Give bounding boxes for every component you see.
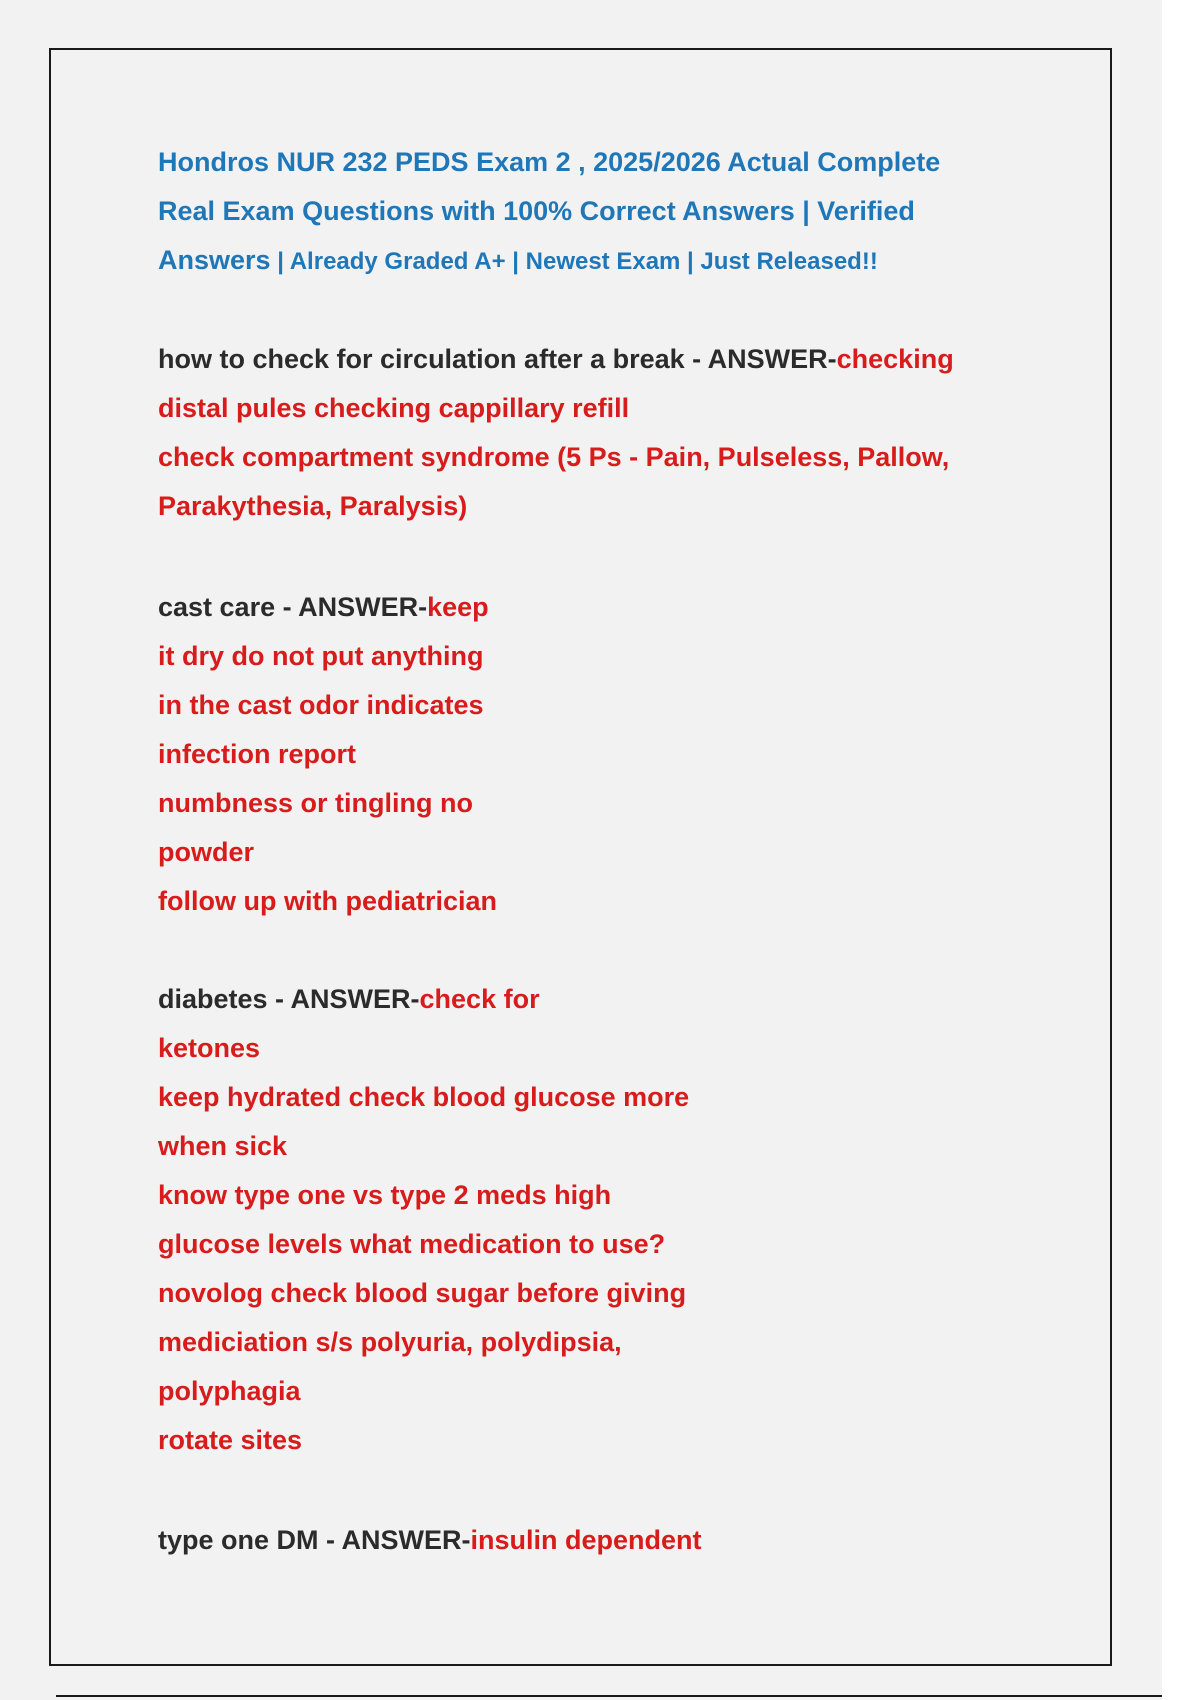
title-line-3: [158, 236, 1018, 286]
qa-answer-line: powder: [158, 837, 255, 867]
title-line-2: Real Exam Questions with 100% Correct Answers | Verified: [158, 196, 915, 226]
qa-answer-start: checking: [836, 344, 954, 374]
qa-item-cast-care: [158, 583, 1018, 926]
qa-question: cast care - ANSWER-: [158, 592, 428, 622]
qa-answer-start: check for: [419, 984, 540, 1014]
qa-answer-line: novolog check blood sugar before giving: [158, 1278, 687, 1308]
qa-answer-line: keep hydrated check blood glucose more: [158, 1082, 690, 1112]
qa-question: how to check for circulation after a break - ANSWER-: [158, 344, 837, 374]
qa-answer-start: keep: [427, 592, 489, 622]
qa-answer-line: check compartment syndrome (5 Ps - Pain, Pulseless, Pallow,: [158, 442, 950, 472]
next-page-edge: [56, 1695, 1162, 1697]
qa-answer-line: when sick: [158, 1131, 288, 1161]
document-title: [158, 138, 1018, 286]
qa-answer-start: insulin dependent: [470, 1525, 702, 1555]
qa-question-line: [158, 1516, 1018, 1565]
qa-answer-line: know type one vs type 2 meds high: [158, 1180, 612, 1210]
qa-answer-line: follow up with pediatrician: [158, 886, 498, 916]
qa-answer-line: glucose levels what medication to use?: [158, 1229, 666, 1259]
qa-item-type-one-dm: [158, 1516, 1018, 1565]
qa-question-line: [158, 583, 1018, 632]
title-line-1: Hondros NUR 232 PEDS Exam 2 , 2025/2026 Actual Complete: [158, 147, 941, 177]
qa-answer-line: rotate sites: [158, 1425, 303, 1455]
title-line-3-rest: | Already Graded A+ | Newest Exam | Just Released!!: [270, 248, 878, 275]
qa-question: type one DM - ANSWER-: [158, 1525, 471, 1555]
qa-answer-line: Parakythesia, Paralysis): [158, 491, 468, 521]
qa-item-diabetes: [158, 975, 1018, 1465]
qa-answer-line: infection report: [158, 739, 357, 769]
page-margin-strip: [1162, 0, 1200, 1700]
qa-question-line: [158, 335, 1018, 384]
title-line-3-main: Answers: [158, 245, 271, 275]
document-content: [158, 138, 1018, 1565]
qa-item-circulation: [158, 335, 1018, 531]
qa-answer-line: it dry do not put anything: [158, 641, 484, 671]
qa-answer-line: polyphagia: [158, 1376, 301, 1406]
qa-answer-line: ketones: [158, 1033, 261, 1063]
qa-answer-line: numbness or tingling no: [158, 788, 473, 818]
qa-answer-line: in the cast odor indicates: [158, 690, 484, 720]
qa-answer-line: distal pules checking cappillary refill: [158, 393, 630, 423]
qa-answer-line: mediciation s/s polyuria, polydipsia,: [158, 1327, 622, 1357]
qa-question: diabetes - ANSWER-: [158, 984, 420, 1014]
qa-question-line: [158, 975, 1018, 1024]
